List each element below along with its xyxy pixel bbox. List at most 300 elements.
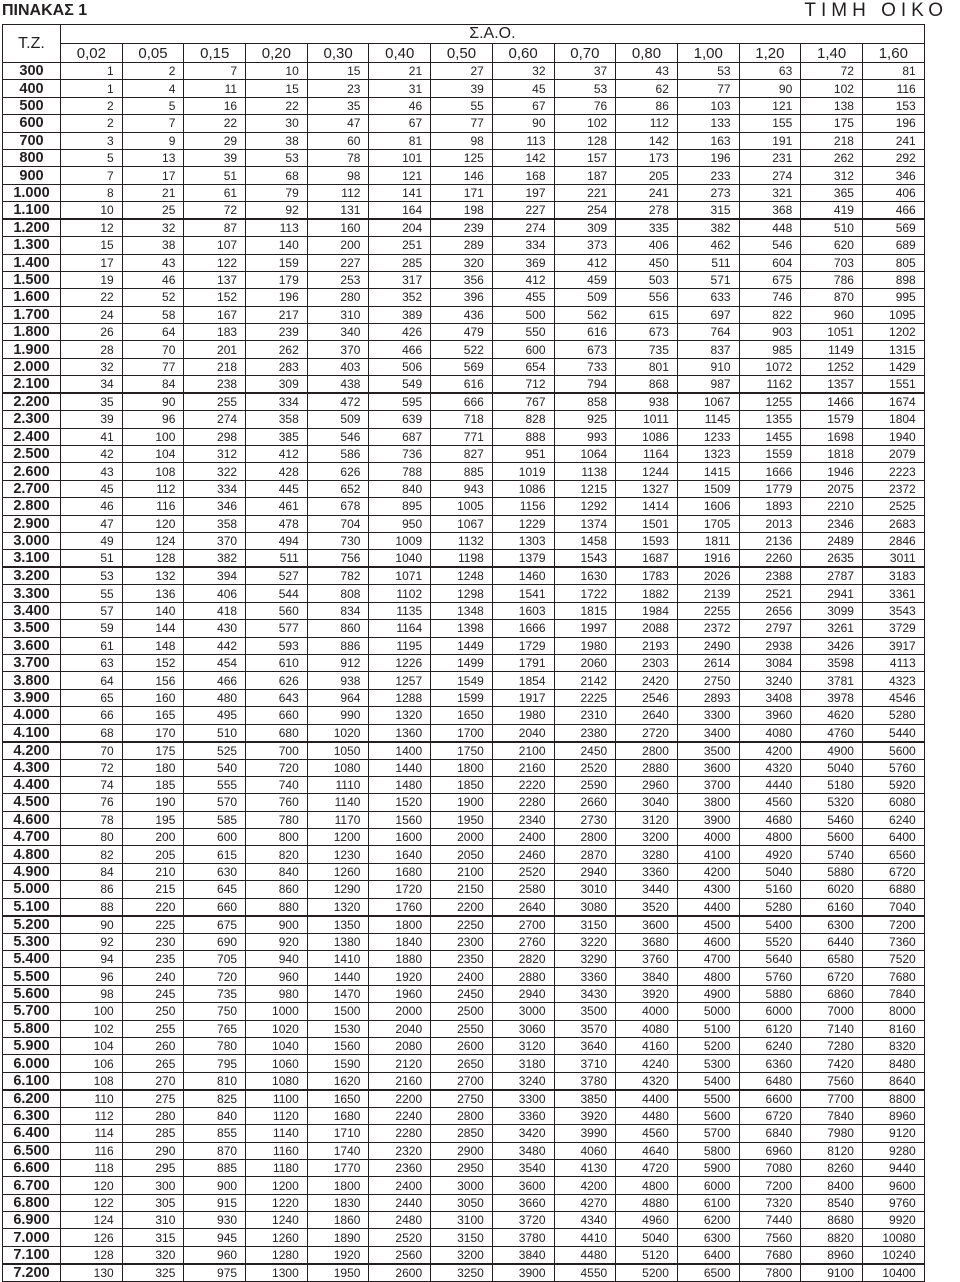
table-cell: 3540 <box>492 1159 554 1176</box>
table-cell: 152 <box>122 654 184 671</box>
table-cell: 3408 <box>739 689 801 706</box>
table-cell: 358 <box>184 515 246 532</box>
table-row <box>3 393 925 411</box>
table-cell: 220 <box>122 898 184 916</box>
table-cell: 1020 <box>246 1020 308 1037</box>
table-cell: 61 <box>61 637 123 654</box>
table-cell: 187 <box>554 167 616 184</box>
row-label: 1.900 <box>3 341 61 358</box>
table-cell: 4620 <box>801 707 863 724</box>
table-cell: 620 <box>801 237 863 254</box>
table-cell: 3280 <box>616 846 678 863</box>
table-cell: 77 <box>431 115 493 132</box>
table-cell: 562 <box>554 306 616 323</box>
table-cell: 1500 <box>307 1003 369 1020</box>
table-cell: 196 <box>677 149 739 166</box>
table-cell: 2750 <box>431 1090 493 1108</box>
table-cell: 1280 <box>246 1246 308 1264</box>
table-row <box>3 1090 925 1108</box>
table-cell: 3010 <box>554 881 616 898</box>
table-cell: 4160 <box>616 1037 678 1054</box>
table-cell: 985 <box>739 341 801 358</box>
table-cell: 278 <box>616 202 678 220</box>
table-cell: 201 <box>184 341 246 358</box>
table-cell: 1882 <box>616 585 678 602</box>
table-cell: 230 <box>122 933 184 950</box>
table-cell: 312 <box>184 446 246 463</box>
table-cell: 1414 <box>616 498 678 515</box>
table-cell: 2255 <box>677 602 739 619</box>
table-cell: 6200 <box>677 1212 739 1229</box>
table-cell: 168 <box>492 167 554 184</box>
table-cell: 200 <box>122 829 184 846</box>
table-cell: 3361 <box>862 585 924 602</box>
table-cell: 1680 <box>369 863 431 880</box>
table-cell: 5880 <box>801 863 863 880</box>
table-cell: 1202 <box>862 324 924 341</box>
table-cell: 675 <box>739 271 801 288</box>
table-cell: 321 <box>739 184 801 201</box>
table-cell: 870 <box>801 289 863 306</box>
table-cell: 47 <box>61 515 123 532</box>
table-cell: 130 <box>61 1264 123 1282</box>
table-cell: 1720 <box>369 881 431 898</box>
table-cell: 585 <box>184 811 246 828</box>
table-cell: 3430 <box>554 985 616 1002</box>
row-label: 2.400 <box>3 428 61 445</box>
table-cell: 2 <box>122 63 184 80</box>
table-cell: 90 <box>492 115 554 132</box>
table-cell: 500 <box>492 306 554 323</box>
table-cell: 155 <box>739 115 801 132</box>
column-header: 0,15 <box>184 44 246 63</box>
row-label: 6.200 <box>3 1090 61 1108</box>
table-cell: 2372 <box>677 620 739 637</box>
table-cell: 142 <box>616 132 678 149</box>
table-cell: 1705 <box>677 515 739 532</box>
table-cell: 2950 <box>431 1159 493 1176</box>
row-label: 3.000 <box>3 532 61 549</box>
table-cell: 2372 <box>862 480 924 497</box>
table-cell: 1149 <box>801 341 863 358</box>
table-cell: 1840 <box>369 933 431 950</box>
table-cell: 262 <box>801 149 863 166</box>
table-cell: 1800 <box>369 916 431 934</box>
table-cell: 1303 <box>492 532 554 549</box>
table-cell: 2160 <box>369 1072 431 1090</box>
table-row <box>3 237 925 254</box>
row-label: 6.400 <box>3 1125 61 1142</box>
table-row <box>3 602 925 619</box>
table-cell: 59 <box>61 620 123 637</box>
table-cell: 1257 <box>369 672 431 689</box>
table-cell: 756 <box>307 550 369 568</box>
table-cell: 6480 <box>739 1072 801 1090</box>
table-cell: 5000 <box>677 1003 739 1020</box>
table-cell: 2656 <box>739 602 801 619</box>
table-cell: 39 <box>184 149 246 166</box>
table-cell: 2546 <box>616 689 678 706</box>
table-cell: 253 <box>307 271 369 288</box>
table-cell: 7320 <box>739 1194 801 1211</box>
table-cell: 898 <box>862 271 924 288</box>
table-cell: 55 <box>61 585 123 602</box>
table-cell: 412 <box>554 254 616 271</box>
table-cell: 241 <box>862 132 924 149</box>
table-cell: 238 <box>184 376 246 394</box>
table-cell: 2520 <box>492 863 554 880</box>
table-cell: 720 <box>246 759 308 776</box>
row-label: 6.500 <box>3 1142 61 1159</box>
table-cell: 4560 <box>616 1125 678 1142</box>
table-cell: 1019 <box>492 463 554 480</box>
table-cell: 86 <box>616 97 678 114</box>
table-cell: 67 <box>492 97 554 114</box>
table-cell: 65 <box>61 689 123 706</box>
table-cell: 6240 <box>862 811 924 828</box>
table-cell: 2787 <box>801 567 863 585</box>
table-cell: 3680 <box>616 933 678 950</box>
table-cell: 2683 <box>862 515 924 532</box>
table-cell: 7 <box>61 167 123 184</box>
table-cell: 120 <box>122 515 184 532</box>
table-cell: 370 <box>184 532 246 549</box>
table-cell: 3900 <box>492 1264 554 1282</box>
table-cell: 903 <box>739 324 801 341</box>
table-cell: 196 <box>862 115 924 132</box>
table-cell: 140 <box>246 237 308 254</box>
table-cell: 2450 <box>431 985 493 1002</box>
table-cell: 2120 <box>369 1055 431 1072</box>
table-cell: 5 <box>122 97 184 114</box>
column-group-header-sao: Σ.Α.Ο. <box>61 25 925 44</box>
table-cell: 3084 <box>739 654 801 671</box>
table-cell: 126 <box>61 1229 123 1246</box>
table-cell: 53 <box>554 80 616 97</box>
table-cell: 6080 <box>862 794 924 811</box>
table-cell: 950 <box>369 515 431 532</box>
table-cell: 3600 <box>492 1177 554 1194</box>
table-cell: 2489 <box>801 532 863 549</box>
table-cell: 6000 <box>677 1177 739 1194</box>
table-cell: 1260 <box>246 1229 308 1246</box>
table-cell: 938 <box>616 393 678 411</box>
table-cell: 320 <box>122 1246 184 1264</box>
table-cell: 4800 <box>677 968 739 985</box>
table-cell: 2400 <box>492 829 554 846</box>
table-cell: 72 <box>184 202 246 220</box>
table-cell: 128 <box>554 132 616 149</box>
table-cell: 895 <box>369 498 431 515</box>
table-cell: 320 <box>431 254 493 271</box>
table-cell: 2320 <box>369 1142 431 1159</box>
table-cell: 146 <box>431 167 493 184</box>
row-label: 5.900 <box>3 1037 61 1054</box>
table-cell: 2000 <box>369 1003 431 1020</box>
table-row <box>3 585 925 602</box>
table-cell: 4900 <box>801 742 863 760</box>
table-cell: 218 <box>801 132 863 149</box>
table-cell: 3600 <box>616 916 678 934</box>
table-cell: 3917 <box>862 637 924 654</box>
table-cell: 805 <box>862 254 924 271</box>
table-cell: 454 <box>184 654 246 671</box>
table-cell: 233 <box>677 167 739 184</box>
column-header-row <box>3 44 925 63</box>
table-cell: 430 <box>184 620 246 637</box>
table-cell: 30 <box>246 115 308 132</box>
table-cell: 1086 <box>616 428 678 445</box>
table-cell: 64 <box>122 324 184 341</box>
table-cell: 6960 <box>739 1142 801 1159</box>
table-cell: 78 <box>61 811 123 828</box>
table-cell: 116 <box>862 80 924 97</box>
table-cell: 4200 <box>677 863 739 880</box>
table-cell: 2310 <box>554 707 616 724</box>
table-row <box>3 480 925 497</box>
table-cell: 3840 <box>492 1246 554 1264</box>
table-cell: 171 <box>431 184 493 201</box>
table-cell: 3150 <box>431 1229 493 1246</box>
table-cell: 1380 <box>307 933 369 950</box>
table-cell: 5900 <box>677 1159 739 1176</box>
table-cell: 2880 <box>492 968 554 985</box>
column-header: 0,02 <box>61 44 123 63</box>
table-cell: 600 <box>184 829 246 846</box>
table-cell: 550 <box>492 324 554 341</box>
table-cell: 461 <box>246 498 308 515</box>
table-cell: 1415 <box>677 463 739 480</box>
table-cell: 943 <box>431 480 493 497</box>
table-cell: 885 <box>431 463 493 480</box>
table-cell: 1215 <box>554 480 616 497</box>
table-cell: 5880 <box>739 985 801 1002</box>
table-cell: 1095 <box>862 306 924 323</box>
table-cell: 1640 <box>369 846 431 863</box>
table-cell: 396 <box>431 289 493 306</box>
table-cell: 459 <box>554 271 616 288</box>
table-cell: 274 <box>492 219 554 237</box>
table-cell: 295 <box>122 1159 184 1176</box>
table-cell: 76 <box>554 97 616 114</box>
table-row <box>3 149 925 166</box>
table-cell: 235 <box>122 951 184 968</box>
table-cell: 310 <box>122 1212 184 1229</box>
table-cell: 225 <box>122 916 184 934</box>
table-cell: 527 <box>246 567 308 585</box>
table-cell: 5180 <box>801 776 863 793</box>
table-cell: 175 <box>801 115 863 132</box>
table-cell: 43 <box>122 254 184 271</box>
table-cell: 141 <box>369 184 431 201</box>
table-cell: 3543 <box>862 602 924 619</box>
table-cell: 5300 <box>677 1055 739 1072</box>
table-cell: 840 <box>184 1107 246 1124</box>
row-label: 4.100 <box>3 724 61 742</box>
table-cell: 8400 <box>801 1177 863 1194</box>
table-cell: 16 <box>184 97 246 114</box>
table-cell: 164 <box>369 202 431 220</box>
table-cell: 96 <box>122 411 184 428</box>
table-cell: 1162 <box>739 376 801 394</box>
table-row <box>3 254 925 271</box>
table-cell: 746 <box>739 289 801 306</box>
table-cell: 7520 <box>862 951 924 968</box>
table-cell: 3781 <box>801 672 863 689</box>
table-cell: 3100 <box>431 1212 493 1229</box>
table-cell: 418 <box>184 602 246 619</box>
table-cell: 2088 <box>616 620 678 637</box>
table-cell: 4100 <box>677 846 739 863</box>
table-cell: 4550 <box>554 1264 616 1282</box>
table-cell: 385 <box>246 428 308 445</box>
table-row <box>3 1212 925 1229</box>
column-header: 1,00 <box>677 44 739 63</box>
table-cell: 1255 <box>739 393 801 411</box>
table-cell: 1960 <box>369 985 431 1002</box>
table-cell: 1579 <box>801 411 863 428</box>
table-cell: 10080 <box>862 1229 924 1246</box>
table-cell: 140 <box>122 602 184 619</box>
table-cell: 4080 <box>616 1020 678 1037</box>
table-cell: 1300 <box>246 1264 308 1282</box>
table-cell: 1357 <box>801 376 863 394</box>
table-cell: 265 <box>122 1055 184 1072</box>
table-cell: 3600 <box>677 759 739 776</box>
table-cell: 90 <box>61 916 123 934</box>
table-cell: 406 <box>616 237 678 254</box>
table-cell: 510 <box>184 724 246 742</box>
table-cell: 35 <box>61 393 123 411</box>
table-cell: 3480 <box>492 1142 554 1159</box>
table-cell: 80 <box>61 829 123 846</box>
table-cell: 960 <box>801 306 863 323</box>
table-cell: 1760 <box>369 898 431 916</box>
page-header <box>0 0 960 24</box>
table-cell: 142 <box>492 149 554 166</box>
row-label: 5.400 <box>3 951 61 968</box>
table-cell: 1170 <box>307 811 369 828</box>
table-cell: 6880 <box>862 881 924 898</box>
table-cell: 951 <box>492 446 554 463</box>
table-row <box>3 985 925 1002</box>
table-cell: 3420 <box>492 1125 554 1142</box>
table-cell: 315 <box>122 1229 184 1246</box>
table-cell: 3520 <box>616 898 678 916</box>
table-cell: 2 <box>61 97 123 114</box>
table-cell: 900 <box>246 916 308 934</box>
table-cell: 2797 <box>739 620 801 637</box>
table-cell: 2388 <box>739 567 801 585</box>
table-cell: 1499 <box>431 654 493 671</box>
table-cell: 231 <box>739 149 801 166</box>
table-cell: 750 <box>184 1003 246 1020</box>
table-cell: 19 <box>61 271 123 288</box>
table-cell: 38 <box>246 132 308 149</box>
table-cell: 5600 <box>677 1107 739 1124</box>
table-cell: 1783 <box>616 567 678 585</box>
table-cell: 218 <box>184 358 246 375</box>
table-cell: 122 <box>184 254 246 271</box>
table-cell: 1950 <box>431 811 493 828</box>
column-header: 0,60 <box>492 44 554 63</box>
row-label: 5.000 <box>3 881 61 898</box>
table-cell: 43 <box>61 463 123 480</box>
table-cell: 1050 <box>307 742 369 760</box>
table-cell: 227 <box>492 202 554 220</box>
row-label: 7.200 <box>3 1264 61 1282</box>
row-label: 2.100 <box>3 376 61 394</box>
table-cell: 1900 <box>431 794 493 811</box>
table-cell: 1140 <box>307 794 369 811</box>
table-cell: 96 <box>61 968 123 985</box>
column-header: 0,30 <box>307 44 369 63</box>
table-cell: 3840 <box>616 968 678 985</box>
table-cell: 334 <box>492 237 554 254</box>
table-cell: 66 <box>61 707 123 724</box>
table-cell: 173 <box>616 149 678 166</box>
table-row <box>3 951 925 968</box>
table-cell: 5920 <box>862 776 924 793</box>
table-cell: 45 <box>492 80 554 97</box>
table-cell: 503 <box>616 271 678 288</box>
table-cell: 600 <box>492 341 554 358</box>
table-cell: 120 <box>61 1177 123 1194</box>
table-cell: 125 <box>431 149 493 166</box>
table-cell: 820 <box>246 846 308 863</box>
row-label: 5.600 <box>3 985 61 1002</box>
table-row <box>3 446 925 463</box>
table-cell: 6400 <box>862 829 924 846</box>
table-cell: 3050 <box>431 1194 493 1211</box>
table-cell: 1110 <box>307 776 369 793</box>
table-cell: 137 <box>184 271 246 288</box>
table-cell: 5040 <box>616 1229 678 1246</box>
table-cell: 495 <box>184 707 246 724</box>
table-cell: 62 <box>616 80 678 97</box>
table-cell: 987 <box>677 376 739 394</box>
table-cell: 703 <box>801 254 863 271</box>
table-row <box>3 724 925 742</box>
row-label: 3.600 <box>3 637 61 654</box>
table-cell: 3850 <box>554 1090 616 1108</box>
table-cell: 678 <box>307 498 369 515</box>
row-label: 3.700 <box>3 654 61 671</box>
table-cell: 34 <box>61 376 123 394</box>
table-cell: 21 <box>122 184 184 201</box>
table-cell: 964 <box>307 689 369 706</box>
table-cell: 7440 <box>739 1212 801 1229</box>
table-cell: 1860 <box>307 1212 369 1229</box>
table-cell: 10400 <box>862 1264 924 1282</box>
table-cell: 2800 <box>616 742 678 760</box>
table-cell: 975 <box>184 1264 246 1282</box>
table-cell: 49 <box>61 532 123 549</box>
column-header: 1,20 <box>739 44 801 63</box>
table-cell: 170 <box>122 724 184 742</box>
table-cell: 6500 <box>677 1264 739 1282</box>
table-cell: 673 <box>616 324 678 341</box>
table-cell: 46 <box>61 498 123 515</box>
table-cell: 509 <box>554 289 616 306</box>
table-cell: 673 <box>554 341 616 358</box>
row-label: 3.300 <box>3 585 61 602</box>
table-cell: 438 <box>307 376 369 394</box>
table-cell: 735 <box>184 985 246 1002</box>
table-cell: 3011 <box>862 550 924 568</box>
table-cell: 3426 <box>801 637 863 654</box>
table-cell: 2000 <box>431 829 493 846</box>
